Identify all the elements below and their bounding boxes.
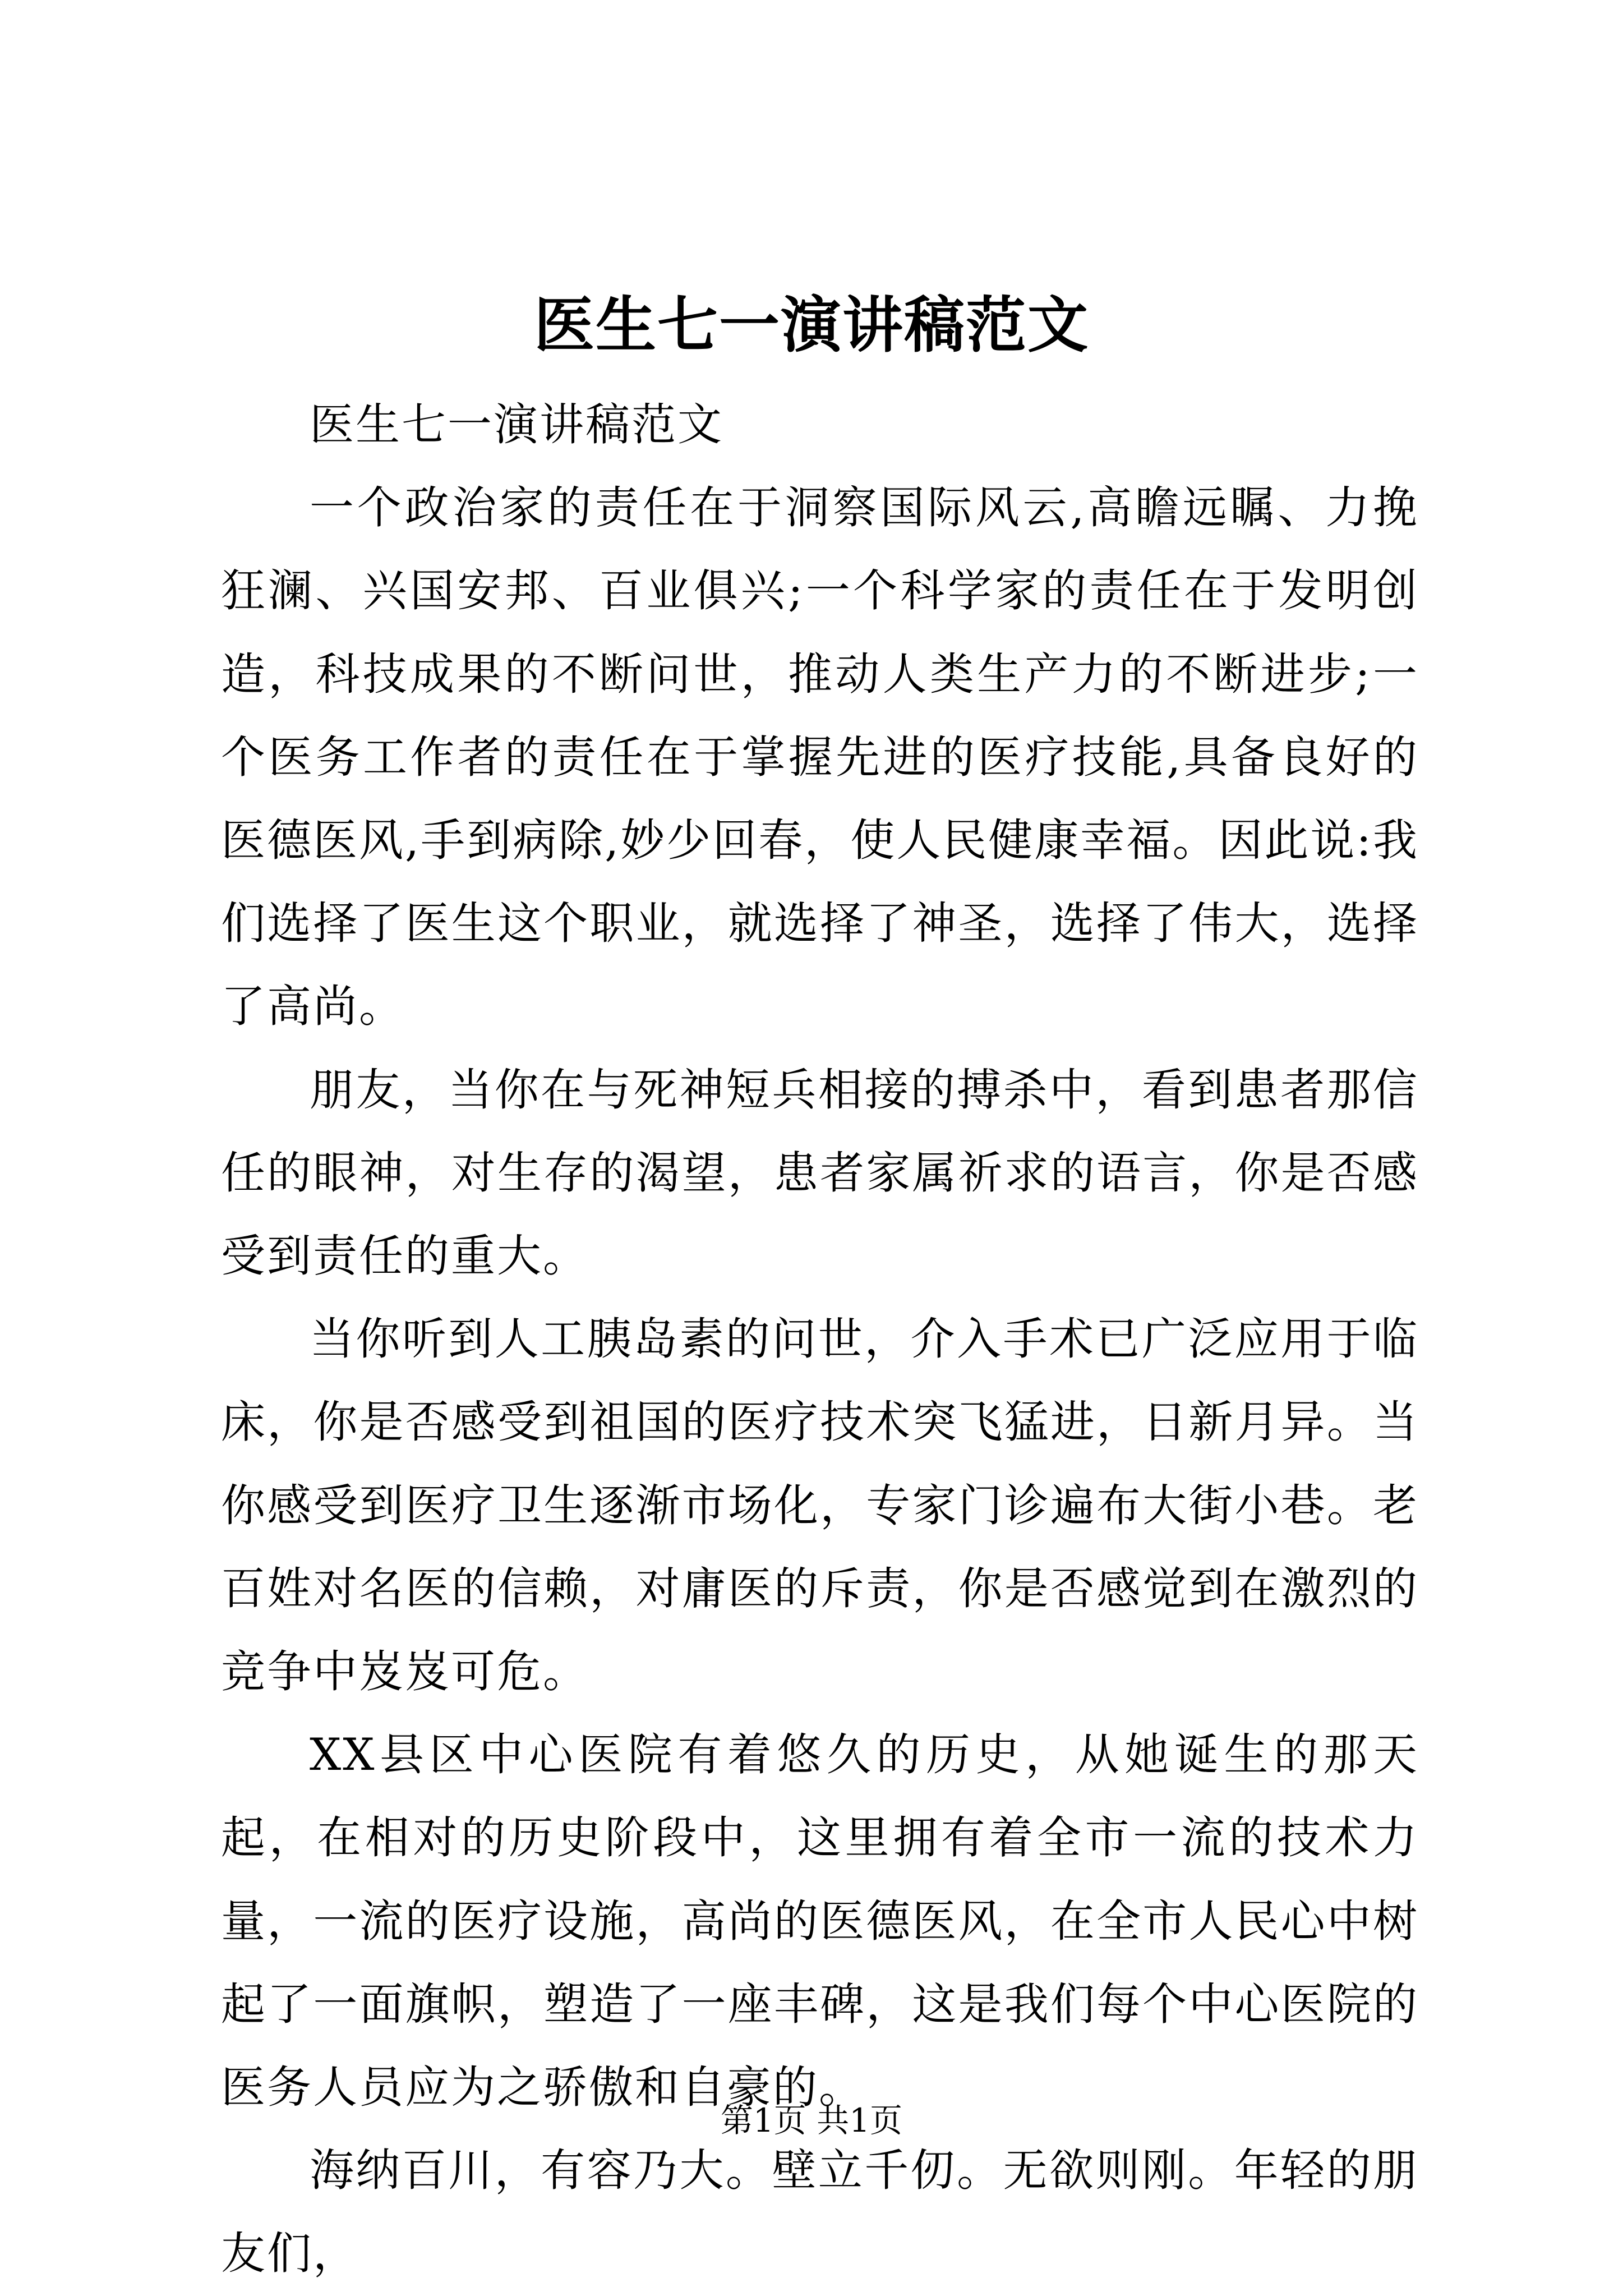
page-footer: 第1页 共1页 (720, 2101, 903, 2139)
paragraph-medical-progress: 当你听到人工胰岛素的问世，介入手术已广泛应用于临床，你是否感受到祖国的医疗技术突飞猛进，日新月异。当你感受到医疗卫生逐渐市场化，专家门诊遍布大街小巷。老百姓对名医的信赖，对庸医的斥责，你是否感觉到在激烈的竞争中岌岌可危。 (221, 1313, 1419, 1698)
paragraph-responsibility: 一个政治家的责任在于洞察国际风云,高瞻远瞩、力挽狂澜、兴国安邦、百业俱兴;一个科学家的责任在于发明创造，科技成果的不断问世，推动人类生产力的不断进步;一个医务工作者的责任在于掌握先进的医疗技能,具备良好的医德医风,手到病除,妙少回春，使人民健康幸福。因此说:我们选择了医生这个职业，就选择了神圣，选择了伟大，选择了高尚。 (221, 482, 1419, 1033)
paragraph-hospital-history: XX县区中心医院有着悠久的历史，从她诞生的那天起，在相对的历史阶段中，这里拥有着全市一流的技术力量，一流的医疗设施，高尚的医德医风，在全市人民心中树起了一面旗帜，塑造了一座丰碑，这是我们每个中心医院的医务人员应为之骄傲和自豪的。 (221, 1729, 1419, 2114)
document-title: 医生七一演讲稿范文 (533, 290, 1089, 361)
document-body (221, 383, 1419, 2295)
paragraph-closing: 海纳百川，有容乃大。壁立千仞。无欲则刚。年轻的朋友们， (221, 2145, 1419, 2280)
paragraph-friend: 朋友，当你在与死神短兵相接的搏杀中，看到患者那信任的眼神，对生存的渴望，患者家属祈求的语言，你是否感受到责任的重大。 (221, 1064, 1419, 1282)
paragraph-subtitle: 医生七一演讲稿范文 (310, 399, 723, 450)
